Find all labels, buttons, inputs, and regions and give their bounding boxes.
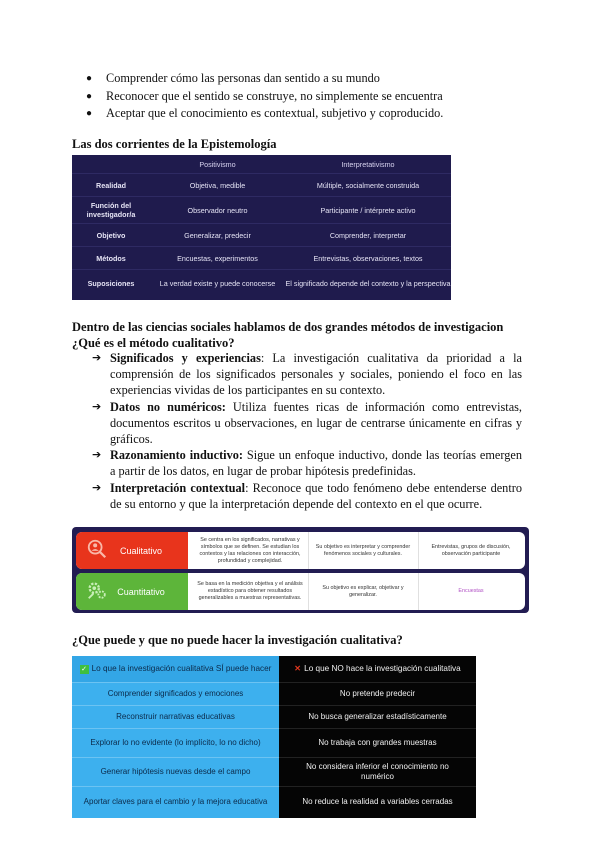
magnifier-person-icon — [86, 538, 108, 560]
description: La investigación cualitativa da prioridad a la comprensión de los significados personales y sociales, poniendo el foco en las experiencias vividas de los participantes en su contexto. — [110, 351, 522, 398]
row-label: Objetivo — [72, 224, 150, 247]
quantitative-desc: Se basa en la medición objetiva y el análisis estadístico para obtener resultados generalizables a muestras representativas. — [197, 581, 303, 601]
list-item — [86, 88, 566, 106]
term: Datos no numéricos: — [110, 399, 226, 414]
table-row — [72, 270, 451, 297]
cell-interpretativismo: El significado depende del contexto y la perspectiva — [285, 270, 451, 297]
description: Utiliza fuentes ricas de información como entrevistas, documentos escritos u observaciones, en lugar de centrarse únicamente en cifras y gráficos. — [110, 399, 523, 447]
arrow-right-icon: ➔ — [92, 399, 102, 413]
list-item-text: Comprender cómo las personas dan sentido a su mundo — [106, 71, 380, 85]
can-cannot-table — [72, 656, 476, 818]
term: Significados y experiencias — [110, 351, 261, 365]
table-row — [72, 224, 451, 247]
can-item: Aportar claves para el cambio y la mejora educativa — [72, 786, 279, 816]
list-item-text: Reconocer que el sentido se construye, no simplemente se encuentra — [106, 88, 443, 103]
quantitative-objective: Su objetivo es explicar, objetivar y generalizar. — [308, 573, 417, 610]
qualitative-label: Cualitativo — [119, 545, 163, 556]
can-column — [72, 656, 279, 818]
table-header-empty — [72, 155, 150, 174]
can-header — [72, 656, 279, 682]
description: Sigue un enfoque inductivo, donde las teorías emergen a partir de los datos, en lugar de probar hipótesis predefinidas. — [110, 448, 522, 479]
methods-heading: Dentro de las ciencias sociales hablamos de dos grandes métodos de investigacion — [72, 320, 504, 334]
arrow-right-icon: ➔ — [92, 448, 102, 462]
list-item-text — [110, 447, 522, 479]
qualitative-objective: Su objetivo es interpretar y comprender fenómenos sociales y culturales. — [308, 532, 417, 569]
list-item-text — [110, 350, 522, 399]
list-item — [92, 399, 522, 448]
qualitative-features-list — [92, 350, 522, 512]
cell-positivismo: Objetiva, medible — [150, 174, 285, 197]
cannot-column — [279, 656, 476, 818]
can-item: Explorar lo no evidente (lo implícito, lo no dicho) — [72, 728, 279, 757]
quantitative-techniques: Encuestas — [418, 573, 523, 610]
table-row — [72, 197, 451, 224]
cell-interpretativismo: Comprender, interpretar — [285, 224, 451, 247]
qualitative-desc: Se centra en los significados, narrativas y símbolos que se definen. Se estudian los contextos y las relaciones con interacción, profundidad y complejidad. — [199, 536, 301, 564]
quantitative-card — [76, 573, 525, 610]
list-item — [92, 447, 522, 479]
description: Reconoce que todo fenómeno debe entenderse dentro de su entorno y que la interpretación depende del contexto en el que ocurre. — [110, 480, 522, 511]
cannot-item: No pretende predecir — [279, 682, 476, 705]
cannot-item: No considera inferior el conocimiento no numérico — [279, 757, 476, 786]
can-item: Comprender significados y emociones — [72, 682, 279, 705]
quantitative-tag — [76, 573, 188, 610]
term-separator: : — [260, 351, 265, 365]
cannot-item: No busca generalizar estadísticamente — [279, 705, 476, 728]
intro-bullet-list — [86, 70, 566, 123]
table-row — [72, 247, 451, 270]
list-item — [92, 350, 522, 399]
cell-positivismo: Observador neutro — [150, 197, 285, 224]
list-item — [92, 480, 522, 512]
cell-positivismo: Generalizar, predecir — [150, 224, 285, 247]
qualitative-techniques: Entrevistas, grupos de discusión, observación participante — [418, 532, 523, 569]
term-separator: : — [245, 480, 249, 495]
row-label: Función del investigador/a — [72, 197, 150, 224]
table-row — [72, 174, 451, 197]
cell-positivismo: La verdad existe y puede conocerse — [150, 270, 285, 297]
list-item — [86, 70, 566, 88]
cannot-header — [279, 656, 476, 682]
table-header-positivismo: Positivismo — [199, 159, 236, 169]
can-item: Reconstruir narrativas educativas — [72, 705, 279, 728]
list-item-text — [110, 480, 522, 512]
epistemology-heading: Las dos corrientes de la Epistemología — [72, 137, 277, 151]
qualitative-tag — [76, 532, 188, 569]
gears-icon — [86, 579, 108, 601]
quantitative-label: Cuantitativo — [117, 586, 165, 597]
qualitative-card — [76, 532, 525, 569]
cannot-item: No trabaja con grandes muestras — [279, 728, 476, 757]
term: Razonamiento inductivo: — [110, 448, 243, 463]
can-item: Generar hipótesis nuevas desde el campo — [72, 757, 279, 786]
cross-icon: ✕ — [294, 664, 302, 673]
cell-positivismo: Encuestas, experimentos — [150, 247, 285, 270]
cell-interpretativismo: Participante / intérprete activo — [285, 197, 451, 224]
bullet-icon: ● — [86, 90, 93, 102]
qualitative-question-heading: ¿Qué es el método cualitativo? — [72, 336, 235, 350]
row-label: Suposiciones — [72, 270, 150, 297]
list-item-text: Aceptar que el conocimiento es contextual, subjetivo y coproducido. — [106, 106, 444, 120]
can-cannot-heading: ¿Que puede y que no puede hacer la investigación cualitativa? — [72, 633, 403, 647]
list-item — [86, 105, 566, 123]
term: Interpretación contextual — [110, 480, 246, 495]
table-header-interpretativismo: Interpretativismo — [341, 159, 395, 169]
bullet-icon: ● — [86, 108, 93, 119]
cell-interpretativismo: Entrevistas, observaciones, textos — [285, 247, 451, 270]
row-label: Realidad — [72, 174, 150, 197]
can-title: Lo que la investigación cualitativa SÍ puede hacer — [91, 664, 272, 673]
checkmark-icon: ✓ — [81, 665, 88, 673]
cannot-title: Lo que NO hace la investigación cualitativa — [304, 664, 461, 673]
cell-interpretativismo: Múltiple, socialmente construida — [285, 174, 451, 197]
list-item-text — [110, 399, 522, 448]
epistemology-table — [72, 155, 451, 300]
arrow-right-icon: ➔ — [92, 480, 102, 494]
arrow-right-icon: ➔ — [92, 351, 102, 364]
row-label: Métodos — [72, 247, 150, 270]
bullet-icon: ● — [86, 73, 93, 84]
cannot-item: No reduce la realidad a variables cerradas — [279, 786, 476, 816]
methods-comparison-graphic — [72, 527, 529, 613]
